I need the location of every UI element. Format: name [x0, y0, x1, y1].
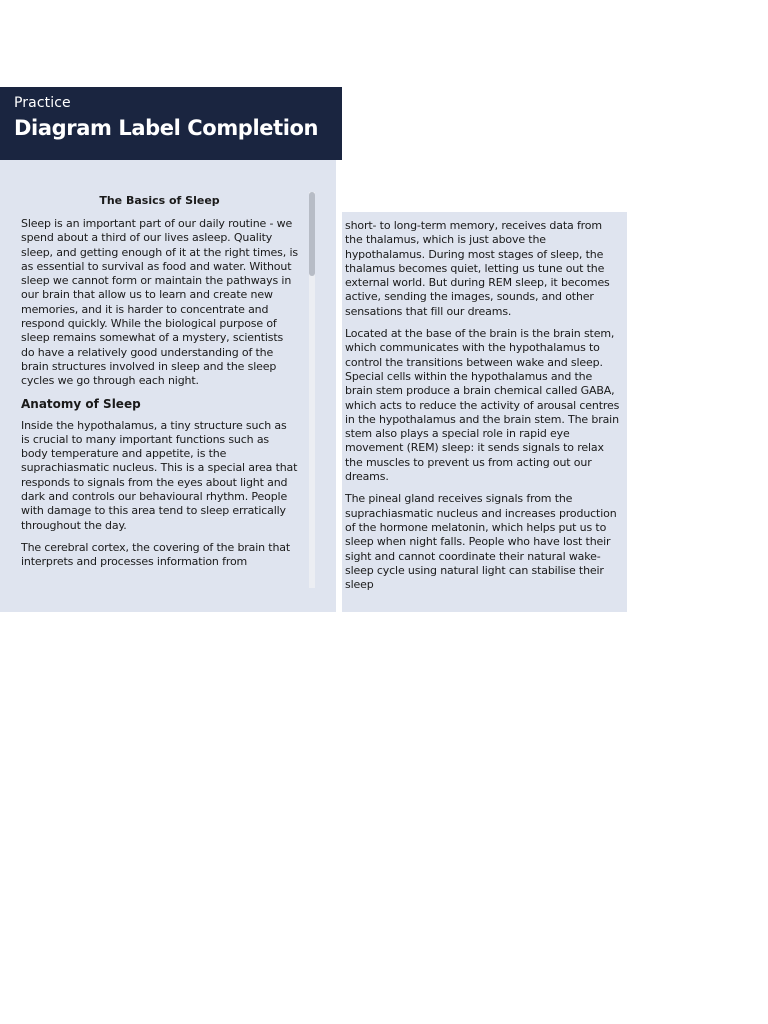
scrollbar-thumb[interactable]	[309, 192, 315, 276]
intro-paragraph: Sleep is an important part of our daily routine - we spend about a third of our lives asleep. Quality sleep, and getting enough of it at the right times, is as essential to survival as food and water. Without sleep we cannot form or maintain the pathways in our brain that allow us to learn and create new memories, and it is harder to concentrate and respond quickly. While the biological purpose of sleep remains somewhat of a mystery, scientists do have a relatively good understanding of the brain structures involved in sleep and the sleep cycles we go through each night.	[21, 217, 298, 388]
article-title: The Basics of Sleep	[99, 194, 220, 207]
page-title: Diagram Label Completion	[14, 116, 319, 140]
reading-panel-left	[0, 160, 336, 612]
reading-scroll-area[interactable]	[21, 193, 298, 587]
brainstem-paragraph: Located at the base of the brain is the brain stem, which communicates with the hypothalamus to control the transitions between wake and sleep. Special cells within the hypothalamus and the brain stem produce a brain chemical called GABA, which acts to reduce the activity of arousal centres in the hypothalamus and the brain stem. The brain stem also plays a special role in rapid eye movement (REM) sleep: it sends signals to relax the muscles to prevent us from acting out our dreams.	[345, 327, 620, 484]
cortex-paragraph-start: The cerebral cortex, the covering of the brain that interprets and processes information from	[21, 540, 291, 569]
section-heading: Anatomy of Sleep	[21, 396, 141, 411]
page-header	[0, 87, 342, 160]
pineal-paragraph: The pineal gland receives signals from the suprachiasmatic nucleus and increases production of the hormone melatonin, which helps put us to sleep when night falls. People who have lost their sight and cannot coordinate their natural wake-sleep cycle using natural light can stabilise their sleep	[345, 492, 617, 592]
reading-column-right	[345, 219, 621, 612]
hypothalamus-paragraph: Inside the hypothalamus, a tiny structure such as is crucial to many important functions such as body temperature and appetite, is the suprachiasmatic nucleus. This is a special area that responds to signals from the eyes about light and dark and controls our behavioural rhythm. People with damage to this area tend to sleep erratically throughout the day.	[21, 418, 298, 532]
vertical-scrollbar[interactable]	[309, 192, 315, 588]
header-kicker: Practice	[14, 95, 71, 111]
reading-panel-right	[342, 212, 627, 612]
cortex-paragraph-continued: short- to long-term memory, receives data from the thalamus, which is just above the hypothalamus. During most stages of sleep, the thalamus becomes quiet, letting us tune out the external world. But during REM sleep, it becomes active, sending the images, sounds, and other sensations that fill our dreams.	[345, 219, 610, 318]
